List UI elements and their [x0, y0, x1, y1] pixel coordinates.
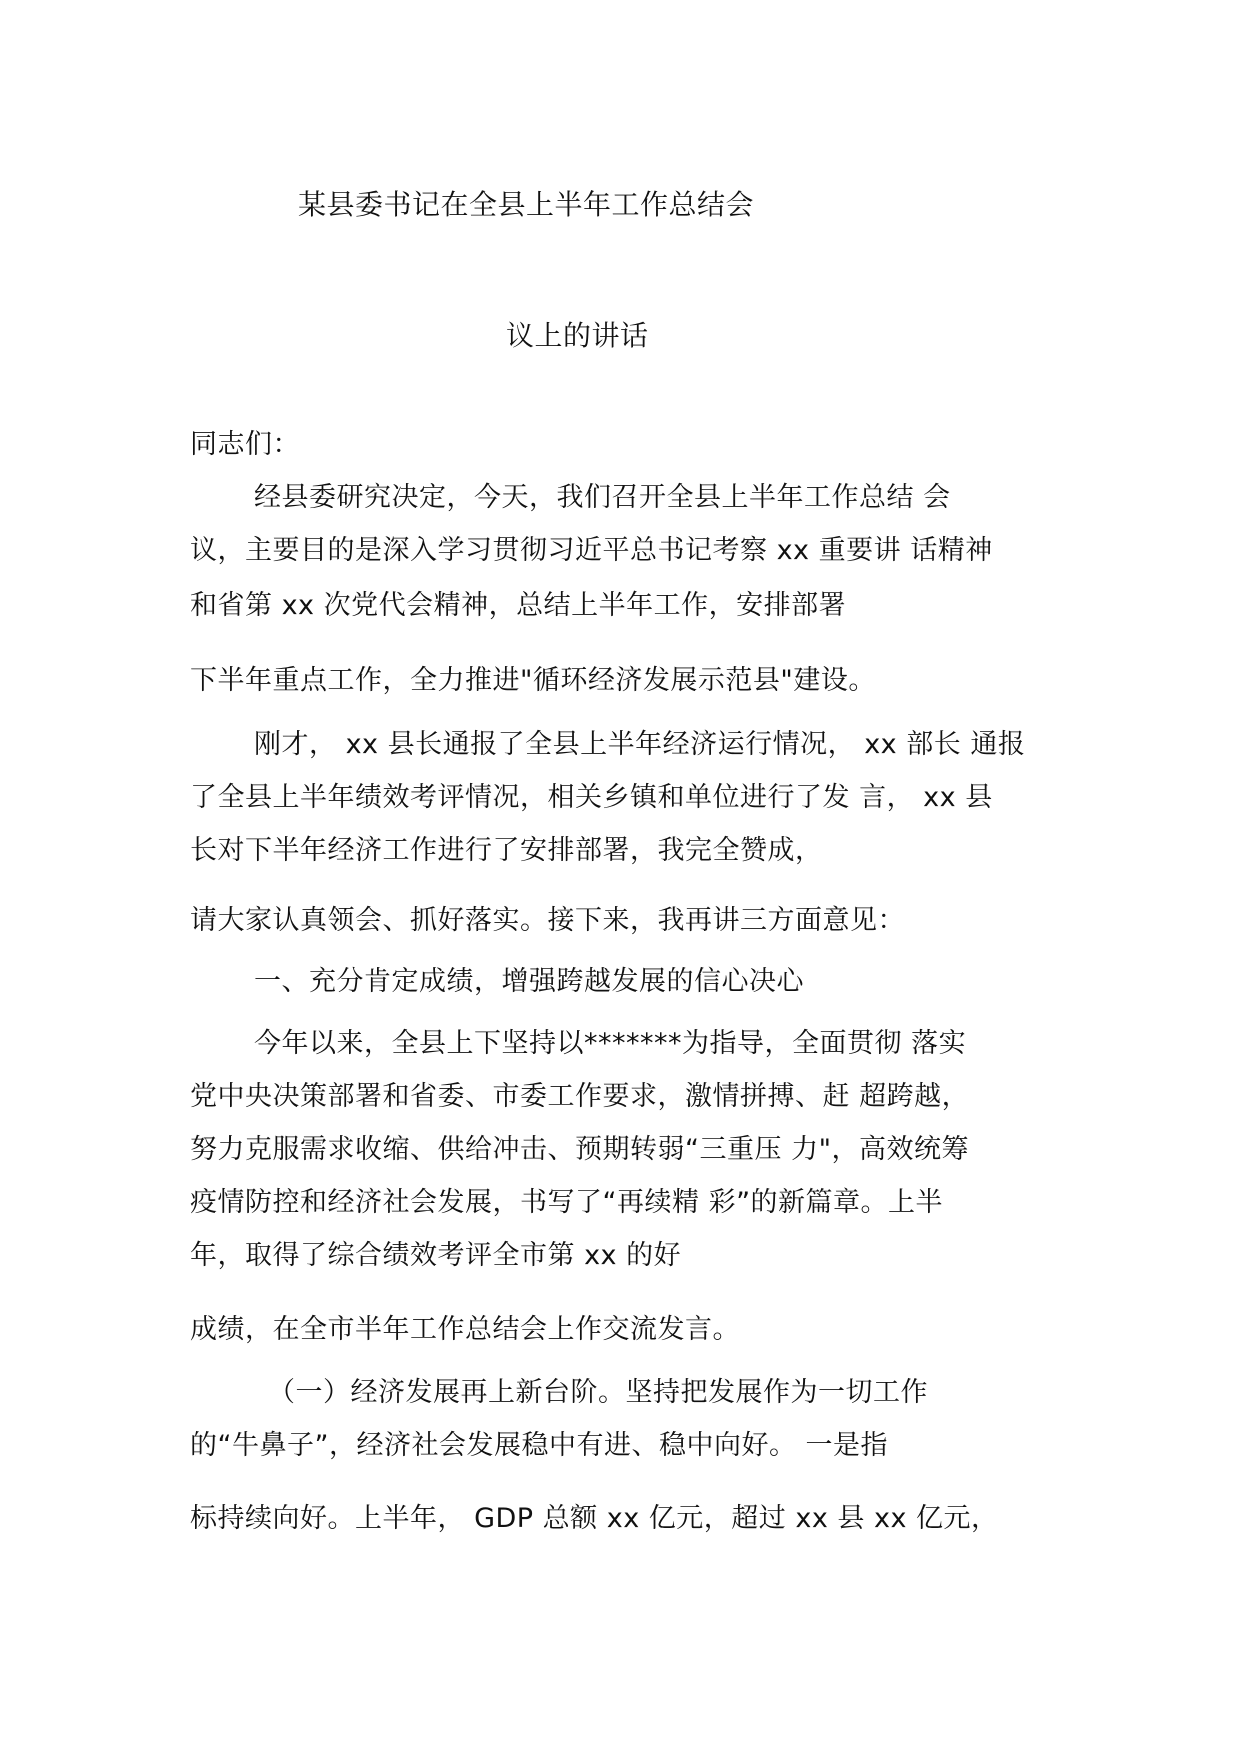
- body-line: 的“牛鼻子”，经济社会发展稳中有进、稳中向好。 一是指: [190, 1430, 889, 1461]
- subsection-heading: （一）经济发展再上新台阶。坚持把发展作为一切工作: [268, 1377, 928, 1408]
- document-title-line-1: 某县委书记在全县上半年工作总结会: [298, 188, 755, 221]
- body-line: 长对下半年经济工作进行了安排部署，我完全赞成，: [190, 835, 823, 866]
- body-line: 请大家认真领会、抓好落实。接下来，我再讲三方面意见：: [190, 905, 905, 936]
- body-line: 和省第 xx 次党代会精神，总结上半年工作，安排部署: [190, 590, 847, 621]
- body-line: 党中央决策部署和省委、市委工作要求，激情拼搏、赶 超跨越，: [190, 1081, 970, 1112]
- body-line: 经县委研究决定，今天，我们召开全县上半年工作总结 会: [254, 482, 951, 513]
- body-line: 疫情防控和经济社会发展，书写了“再续精 彩”的新篇章。上半: [190, 1187, 944, 1218]
- body-line: 刚才， xx 县长通报了全县上半年经济运行情况， xx 部长 通报: [254, 729, 1026, 760]
- body-line: 了全县上半年绩效考评情况，相关乡镇和单位进行了发 言， xx 县: [190, 782, 993, 813]
- body-line: 年，取得了综合绩效考评全市第 xx 的好: [190, 1240, 682, 1271]
- body-line: 下半年重点工作，全力推进"循环经济发展示范县"建设。: [190, 665, 876, 696]
- body-line: 今年以来，全县上下坚持以*******为指导，全面贯彻 落实: [254, 1028, 967, 1059]
- document-title-line-2: 议上的讲话: [506, 319, 649, 352]
- body-line: 议，主要目的是深入学习贯彻习近平总书记考察 xx 重要讲 话精神: [190, 535, 993, 566]
- body-line: 成绩，在全市半年工作总结会上作交流发言。: [190, 1314, 740, 1345]
- section-heading: 一、充分肯定成绩，增强跨越发展的信心决心: [254, 966, 804, 997]
- salutation: 同志们：: [190, 429, 300, 460]
- body-line: 标持续向好。上半年， GDP 总额 xx 亿元，超过 xx 县 xx 亿元，: [190, 1503, 999, 1534]
- body-line: 努力克服需求收缩、供给冲击、预期转弱“三重压 力"，高效统筹: [190, 1134, 969, 1165]
